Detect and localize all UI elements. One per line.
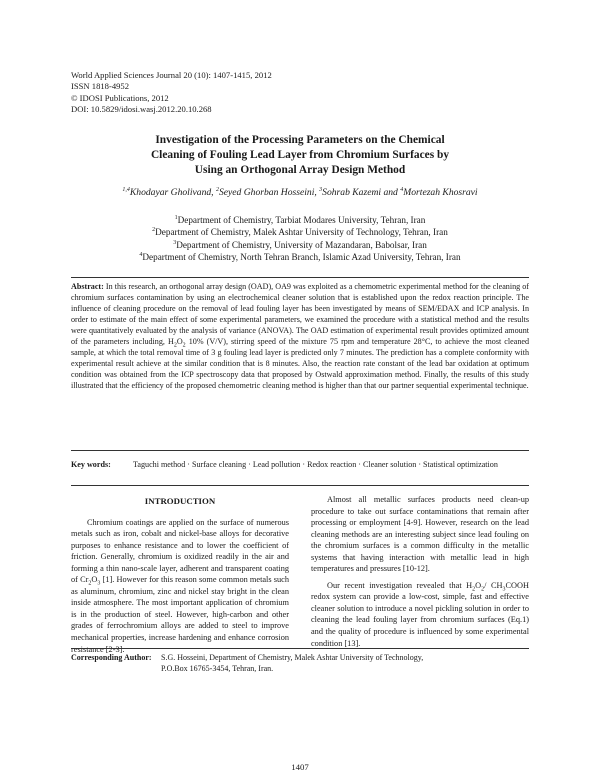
author-affil-mark: 2 <box>215 186 219 193</box>
affiliation-mark: 1 <box>174 214 178 221</box>
paper-title <box>90 133 510 177</box>
affiliation-list <box>60 214 540 264</box>
copyright: © IDOSI Publications, 2012 <box>71 92 169 103</box>
corresponding-author <box>71 653 529 674</box>
abstract-text: In this research, an orthogonal array design (OAD), OA9 was exploited as a chemometric experimental method for the cleaning of chromium surfaces contamination by using an electrochemical cleaner solution that is established upon the redox reaction principle. The influence of cleaning procedure on the removal of lead fouling layer has been investigated by means of SEM/EDAX and ICP analysis. In order to estimate of the main effect of some experimental parameters, we examined the procedure with a statistical method and the results were quantitatively evaluated by the analysis of variance (ANOVA). The OAD estimation of experimental result provides optimized amount of the parameters including, H <box>71 282 529 347</box>
affiliation <box>60 239 540 251</box>
abstract-text: O <box>176 337 183 347</box>
author-name: Khodayar Gholivand <box>129 187 212 198</box>
page-number: 1407 <box>291 762 309 772</box>
affiliation-text: Department of Chemistry, Malek Ashtar University of Technology, Tehran, Iran <box>155 227 448 238</box>
author-name: Mortezah Khosravi <box>403 187 478 198</box>
keywords-bottom-rule <box>71 485 529 486</box>
subscript: 2 <box>182 342 186 349</box>
author-name: Seyed Ghorban Hosseini <box>218 187 315 198</box>
section-heading: INTRODUCTION <box>144 496 216 506</box>
author-separator: and <box>381 187 401 198</box>
title-line: Cleaning of Fouling Lead Layer from Chromium Surfaces by <box>150 148 450 161</box>
affiliation-text: Department of Chemistry, Tarbiat Modares University, Tehran, Iran <box>177 215 426 225</box>
footnote-rule <box>71 648 529 649</box>
title-line: Investigation of the Processing Parameters on the Chemical <box>155 134 445 146</box>
abstract-label: Abstract: <box>71 282 104 291</box>
author-affil-mark: 3 <box>319 186 323 193</box>
journal-header <box>71 70 272 116</box>
paragraph: Almost all metallic surfaces products need clean-up procedure to take out surface contaminations that remain after processing or employment [4-9]. However, research on the lead cleaning methods are an interesting subject since lead fouling on the chromium surfaces is a common difficulty in the metallic systems that having interaction with metallic lead in high temperatures and pressures [10-12]. <box>311 495 529 574</box>
subscript: 2 <box>173 342 177 349</box>
affiliation <box>60 214 540 226</box>
paragraph <box>311 580 529 649</box>
abstract-text: 10% (V/V), stirring speed of the mixture 75 rpm and temperature 28°C, to achieve the most cleaned sample, at which the total removal time of 3 g fouling lead layer is predicted only 7 minutes. The prediction has a complete conformity with experimental result achieve at the similar condition that is 8 minutes. Also, the reaction rate constant of the lead bar oxidation at optimum condition was obtained from the ICP spectroscopy data that proposed by Ostwald approximation method. Finally, the results of this study illustrated that the efficiency of the proposed chemometric cleaning method is higher than that our partner sequential experimental technique. <box>71 337 530 391</box>
keywords <box>71 459 529 470</box>
affiliation <box>60 251 540 263</box>
paragraph-text: COOH redox system can provide a low-cost, simple, fast and effective cleaner solution to introduce a novel pickling solution in order to cleaning the lead fouling layer from chromium surfaces (Eq.1) and the quality of procedure is influenced by some experimental condition [13]. <box>311 580 530 648</box>
author-affil-mark: 4 <box>400 186 404 193</box>
corresponding-text <box>161 653 529 674</box>
paragraph-text: O <box>475 580 482 590</box>
doi: DOI: 10.5829/idosi.wasj.2012.20.10.268 <box>71 104 212 115</box>
author-name: Sohrab Kazemi <box>322 187 382 198</box>
affiliation-mark: 2 <box>152 227 156 234</box>
paragraph-text: Our recent investigation revealed that H <box>327 580 473 590</box>
subscript: 3 <box>97 580 101 587</box>
keywords-top-rule <box>71 450 529 451</box>
paragraph <box>71 517 289 656</box>
issn: ISSN 1818-4952 <box>71 81 130 92</box>
abstract <box>71 281 529 391</box>
corresponding-line: P.O.Box 16765-3454, Tehran, Iran. <box>161 663 274 673</box>
author-separator: , <box>211 187 216 198</box>
keywords-label: Key words: <box>71 460 111 469</box>
paragraph-text: O <box>91 575 98 585</box>
corresponding-line: S.G. Hosseini, Department of Chemistry, Malek Ashtar University of Technology, <box>161 653 424 662</box>
paragraph-text: [1]. However for this reason some common metals such as aluminum, chromium, zinc and nickel stay bright in the clean inside atmosphere. The most important application of chromium is in the production of steel. However, high-carbon and other grades of ferrochromium alloys are added to steel to improve mechanical properties, increase hardening and enhance corrosion resistance [2-3]. <box>71 575 289 654</box>
author-list <box>60 187 540 199</box>
affiliation-text: Department of Chemistry, North Tehran Branch, Islamic Azad University, Tehran, Iran <box>142 252 461 263</box>
journal-citation: World Applied Sciences Journal 20 (10): 1407-1415, 2012 <box>71 70 272 80</box>
affiliation-mark: 4 <box>139 252 143 259</box>
affiliation-mark: 3 <box>173 239 177 246</box>
abstract-top-rule <box>71 277 529 278</box>
author-separator: , <box>314 187 320 198</box>
keywords-text: Taguchi method · Surface cleaning · Lead pollution · Redox reaction · Cleaner solution · Statistical optimization <box>133 460 498 469</box>
corresponding-label: Corresponding Author: <box>71 653 152 662</box>
paragraph-text: / CH <box>484 580 503 590</box>
author-affil-mark: 1,4 <box>122 186 130 193</box>
right-column <box>311 494 529 654</box>
affiliation <box>60 226 540 238</box>
subscript: 2 <box>472 586 476 593</box>
subscript: 2 <box>88 580 92 587</box>
paragraph-text: Chromium coatings are applied on the surface of numerous metals such as iron, cobalt and nickel-base alloys for decorative purposes to enhance resistance and to lower the coefficient of friction. Generally, chromium is oxidized readily in the air and forming a thin nano-scale layer, adherent and transparent coating of Cr <box>71 517 289 585</box>
affiliation-text: Department of Chemistry, University of Mazandaran, Babolsar, Iran <box>176 239 427 250</box>
subscript: 2 <box>481 586 485 593</box>
subscript: 3 <box>502 586 506 593</box>
title-line: Using an Orthogonal Array Design Method <box>194 163 406 176</box>
left-column <box>71 494 289 660</box>
